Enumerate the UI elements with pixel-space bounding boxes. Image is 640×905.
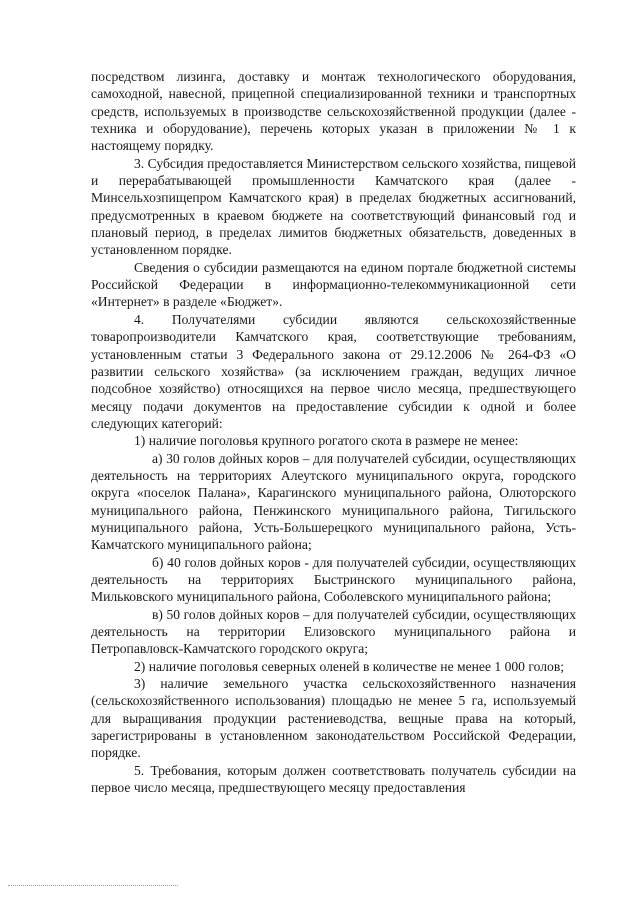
paragraph-4-recipients: 4. Получателями субсидии являются сельскохозяйственные товаропроизводители Камчатского края, соответствующие требованиям, установленным статьи 3 Федерального закона от 29.12.2006 № 264-ФЗ «О развитии сельского хозяйства» (за исключением граждан, ведущих личное подсобное хозяйство) относящихся на первое число месяца, предшествующего месяцу подачи документов на предоставление субсидии к одной и более следующих категорий: xyxy=(91,311,576,431)
paragraph-reindeer: 2) наличие поголовья северных оленей в количестве не менее 1 000 голов; xyxy=(134,658,565,674)
paragraph-5-requirements: 5. Требования, которым должен соответствовать получатель субсидии на первое число месяца, предшествующего месяцу предоставления xyxy=(91,762,576,796)
paragraph-cattle-livestock: 1) наличие поголовья крупного рогатого скота в размере не менее: xyxy=(134,433,519,449)
paragraph-sub-c-50-cows: в) 50 голов дойных коров – для получателей субсидии, осуществляющих деятельность на территории Елизовского муниципального района и Петропавловск-Камчатского городского округа; xyxy=(91,606,576,657)
paragraph-land-plot: 3) наличие земельного участка сельскохозяйственного назначения (сельскохозяйственного использования) площадью не менее 5 га, используемый для выращивания продукции растениеводства, вещные права на который, зарегистрированы в установленном законодательством Российской Федерации, порядке. xyxy=(91,676,576,761)
paragraph-sub-b-40-cows: б) 40 голов дойных коров - для получателей субсидии, осуществляющих деятельность на территориях Быстринского муниципального района, Мильковского муниципального района, Соболевского муниципального района; xyxy=(91,554,576,605)
paragraph-sub-a-30-cows: а) 30 голов дойных коров – для получателей субсидии, осуществляющих деятельность на территориях Алеутского муниципального округа, городского округа «поселок Палана», Карагинского муниципального района, Олюторского муниципального района, Пенжинского муниципального района, Тигильского муниципального района, Усть-Большерецкого муниципального района, Усть-Камчатского муниципального района; xyxy=(91,450,576,553)
paragraph-3-subsidy-provider: 3. Субсидия предоставляется Министерством сельского хозяйства, пищевой и перерабатывающей промышленности Камчатского края (далее - Минсельхозпищепром Камчатского края) в пределах бюджетных ассигнований, предусмотренных в краевом бюджете на соответствующий финансовый год и плановый период, в пределах лимитов бюджетных обязательств, доведенных в установленном порядке. xyxy=(91,155,576,258)
document-body xyxy=(91,68,576,796)
paragraph-leasing-continuation: посредством лизинга, доставку и монтаж технологического оборудования, самоходной, навесной, прицепной специализированной техники и транспортных средств, используемых в производстве сельскохозяйственной продукции (далее - техника и оборудование), перечень которых указан в приложении № 1 к настоящему порядку. xyxy=(91,69,576,154)
footer-divider xyxy=(8,885,178,886)
paragraph-subsidy-info-portal: Сведения о субсидии размещаются на едином портале бюджетной системы Российской Федерации в информационно-телекоммуникационной сети «Интернет» в разделе «Бюджет». xyxy=(91,259,576,310)
